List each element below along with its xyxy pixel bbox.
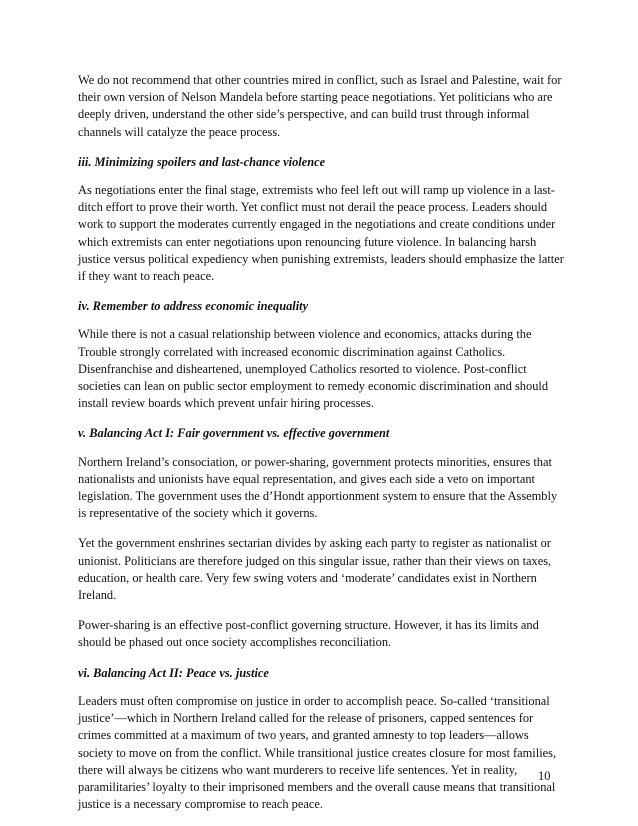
paragraph-mandela: We do not recommend that other countries mired in conflict, such as Israel and Palestine, wait for their own version of Nelson Mandela before starting peace negotiations. Yet politicians who are deeply driven, understand the other side’s perspective, and can build trust through informal channels will catalyze the peace process.: [78, 73, 562, 139]
paragraph-consociation: Northern Ireland’s consociation, or power-sharing, government protects minorities, ensures that nationalists and unionists have equal representation, and gives each side a veto on important legislation. The government uses the d’Hondt apportionment system to ensure that the Assembly is representative of the society which it governs.: [78, 454, 558, 521]
page-number: 10: [538, 769, 551, 783]
page-body: [78, 72, 566, 813]
paragraph-transitional-justice: Leaders must often compromise on justice in order to accomplish peace. So-called ‘transitional justice’—which in Northern Ireland called for the release of prisoners, capped sentences for crimes committed at a maximum of two years, and granted amnesty to top leaders—allows society to move on from the conflict. While transitional justice creates closure for most families, there will always be citizens who want murderers to receive life sentences. Yet in reality, paramilitaries’ loyalty to their imprisoned members and the overall cause means that transitional justice is a necessary compromise to reach peace.: [78, 693, 557, 812]
heading-balancing-act-2: vi. Balancing Act II: Peace vs. justice: [78, 665, 269, 680]
paragraph-sectarian: Yet the government enshrines sectarian divides by asking each party to register as nationalist or unionist. Politicians are therefore judged on this singular issue, rather than their views on taxes, education, or health care. Very few swing voters and ‘moderate’ candidates exist in Northern Ireland.: [78, 536, 552, 603]
paragraph-power-sharing: Power-sharing is an effective post-conflict governing structure. However, it has its limits and should be phased out once society accomplishes reconciliation.: [78, 618, 539, 650]
heading-minimizing-spoilers: iii. Minimizing spoilers and last-chance violence: [78, 154, 326, 169]
paragraph-spoilers: As negotiations enter the final stage, extremists who feel left out will ramp up violence in a last-ditch effort to prove their worth. Yet conflict must not derail the peace process. Leaders should work to support the moderates currently engaged in the negotiations and create conditions under which extremists can enter negotiations upon renouncing future violence. In balancing harsh justice versus political expediency when punishing extremists, leaders should emphasize the latter if they want to reach peace.: [78, 183, 564, 284]
heading-economic-inequality: iv. Remember to address economic inequality: [78, 299, 309, 314]
heading-balancing-act-1: v. Balancing Act I: Fair government vs. effective government: [78, 426, 390, 441]
paragraph-economic: While there is not a casual relationship between violence and economics, attacks during the Trouble strongly correlated with increased economic discrimination against Catholics. Disenfranchise and disheartened, unemployed Catholics resorted to violence. Post-conflict societies can lean on public sector employment to remedy economic discrimination and should install review boards which prevent unfair hiring processes.: [78, 327, 549, 411]
